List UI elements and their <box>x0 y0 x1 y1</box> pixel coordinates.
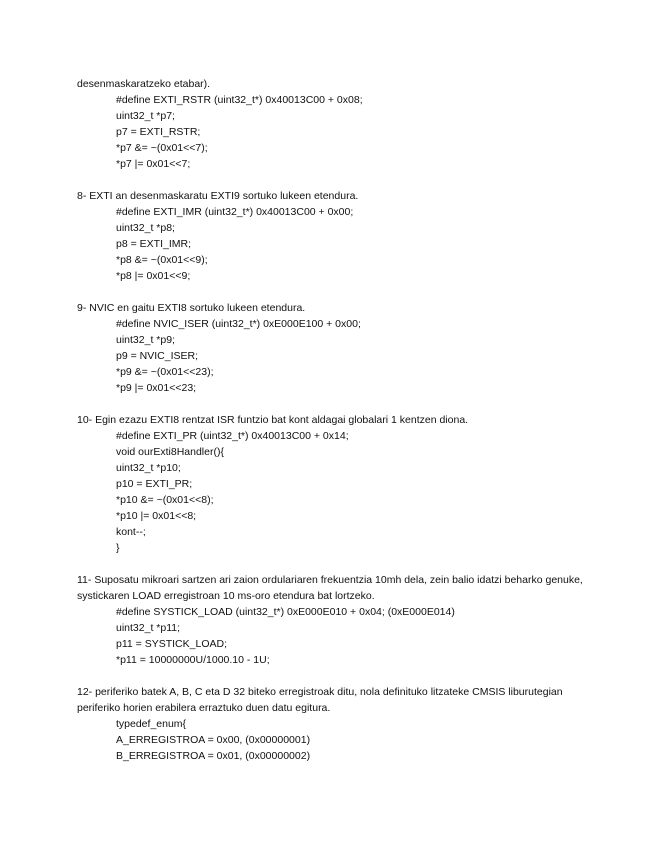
section-heading: 12- periferiko batek A, B, C eta D 32 biteko erregistroak ditu, nola definituko litzateke CMSIS liburutegian periferiko horien erabilera erraztuko duen datu egitura. <box>77 686 563 714</box>
paragraph-gap <box>77 668 597 684</box>
code-line: *p8 |= 0x01<<9; <box>116 270 191 282</box>
code-line: p8 = EXTI_IMR; <box>116 238 191 250</box>
section-2 <box>77 300 597 396</box>
code-line: *p9 |= 0x01<<23; <box>116 382 197 394</box>
section-heading: 8- EXTI an desenmaskaratu EXTI9 sortuko lukeen etendura. <box>77 190 359 202</box>
section-3 <box>77 412 597 556</box>
section-5 <box>77 684 597 764</box>
code-line: B_ERREGISTROA = 0x01, (0x00000002) <box>116 750 311 762</box>
code-line: *p10 |= 0x01<<8; <box>116 510 197 522</box>
paragraph-gap <box>77 396 597 412</box>
section-1 <box>77 188 597 284</box>
code-line: *p8 &= ~(0x01<<9); <box>116 254 208 266</box>
code-line: uint32_t *p7; <box>116 110 175 122</box>
code-block <box>77 604 597 668</box>
code-line: #define EXTI_PR (uint32_t*) 0x40013C00 + 0x14; <box>116 430 349 442</box>
paragraph-gap <box>77 556 597 572</box>
code-line: typedef_enum{ <box>116 718 187 730</box>
code-line: *p10 &= ~(0x01<<8); <box>116 494 214 506</box>
document-body <box>77 76 597 764</box>
code-line: p7 = EXTI_RSTR; <box>116 126 201 138</box>
code-line: *p9 &= ~(0x01<<23); <box>116 366 214 378</box>
code-line: p9 = NVIC_ISER; <box>116 350 198 362</box>
code-line: void ourExti8Handler(){ <box>116 446 224 458</box>
section-heading: 10- Egin ezazu EXTI8 rentzat ISR funtzio bat kont aldagai globalari 1 kentzen diona. <box>77 414 469 426</box>
code-line: #define NVIC_ISER (uint32_t*) 0xE000E100 + 0x00; <box>116 318 361 330</box>
code-line: *p7 |= 0x01<<7; <box>116 158 191 170</box>
code-line: #define EXTI_IMR (uint32_t*) 0x40013C00 + 0x00; <box>116 206 354 218</box>
code-block <box>77 428 597 556</box>
code-line: uint32_t *p9; <box>116 334 175 346</box>
code-line: *p7 &= ~(0x01<<7); <box>116 142 208 154</box>
code-block <box>77 204 597 284</box>
code-line: uint32_t *p11; <box>116 622 181 634</box>
paragraph-gap <box>77 284 597 300</box>
code-line: *p11 = 10000000U/1000.10 - 1U; <box>116 654 270 666</box>
section-heading: 11- Suposatu mikroari sartzen ari zaion ordulariaren frekuentzia 10mh dela, zein balio idatzi beharko genuke, systickaren LOAD erregistroan 10 ms-oro etendura bat lortzeko. <box>77 574 583 602</box>
code-line: #define SYSTICK_LOAD (uint32_t*) 0xE000E010 + 0x04; (0xE000E014) <box>116 606 455 618</box>
code-line: p11 = SYSTICK_LOAD; <box>116 638 227 650</box>
code-block <box>77 316 597 396</box>
code-line: #define EXTI_RSTR (uint32_t*) 0x40013C00 + 0x08; <box>116 94 363 106</box>
code-block <box>77 716 597 764</box>
section-4 <box>77 572 597 668</box>
code-block <box>77 92 597 172</box>
code-line: A_ERREGISTROA = 0x00, (0x00000001) <box>116 734 311 746</box>
section-0 <box>77 92 597 172</box>
code-line: kont--; <box>116 526 146 538</box>
code-line: } <box>116 542 120 554</box>
section-heading: 9- NVIC en gaitu EXTI8 sortuko lukeen etendura. <box>77 302 306 314</box>
intro-line: desenmaskaratzeko etabar). <box>77 78 211 90</box>
code-line: p10 = EXTI_PR; <box>116 478 193 490</box>
paragraph-gap <box>77 172 597 188</box>
code-line: uint32_t *p8; <box>116 222 175 234</box>
code-line: uint32_t *p10; <box>116 462 181 474</box>
